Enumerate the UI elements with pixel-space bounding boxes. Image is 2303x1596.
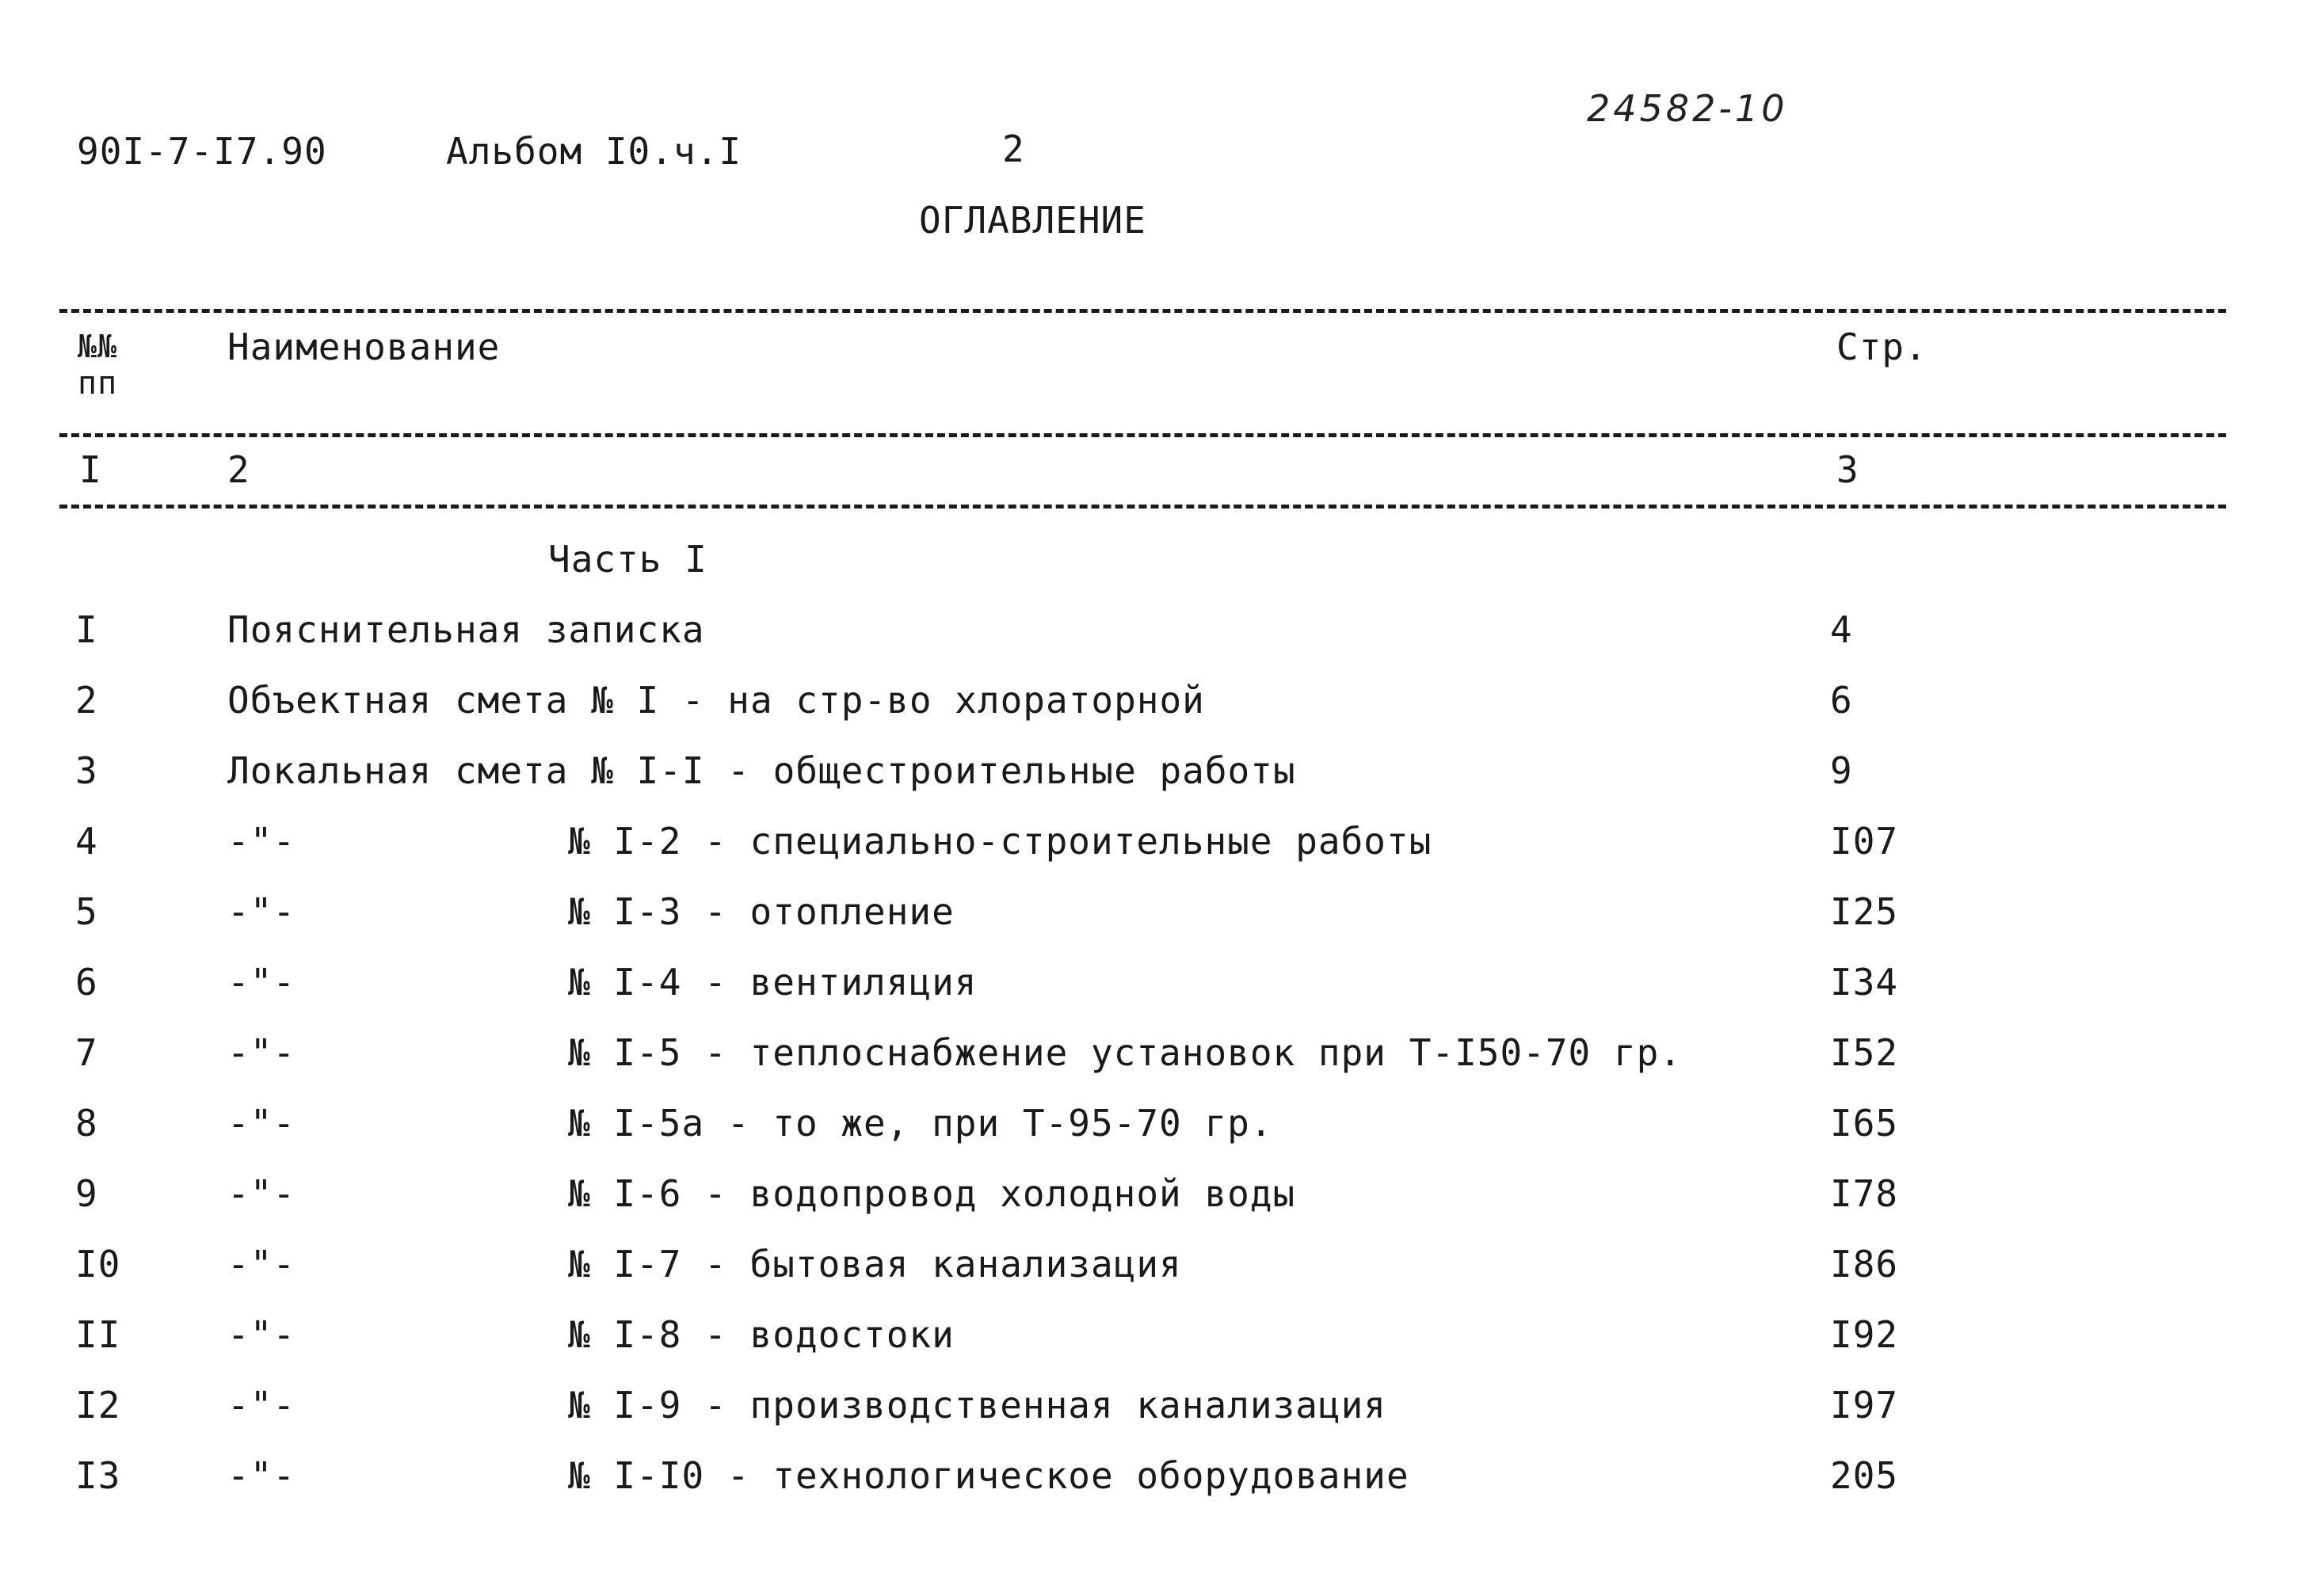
table-row: [0, 1243, 2303, 1293]
row-page: 6: [1830, 679, 1853, 722]
row-subtitle: № I-4 - вентиляция: [568, 961, 978, 1004]
doc-code: 90I-7-I7.90: [77, 130, 327, 173]
row-name: -"-: [227, 1102, 296, 1145]
row-page: I65: [1830, 1102, 1899, 1145]
column-number-2: 2: [227, 448, 250, 491]
row-subtitle: № I-6 - водопровод холодной воды: [568, 1172, 1296, 1215]
row-name: Локальная смета № I-I - общестроительные работы: [227, 749, 1296, 792]
row-name: -"-: [227, 820, 296, 863]
table-row: [0, 1313, 2303, 1364]
column-numbers-rule: [59, 505, 2226, 509]
table-row: [0, 679, 2303, 729]
row-page: I52: [1830, 1031, 1899, 1074]
row-name: -"-: [227, 1031, 296, 1074]
row-subtitle: № I-3 - отопление: [568, 890, 955, 933]
stamp-number: 24582-10: [1587, 87, 1788, 130]
row-name: -"-: [227, 961, 296, 1004]
table-row: [0, 1102, 2303, 1152]
table-row: [0, 608, 2303, 659]
row-number: 9: [75, 1172, 98, 1215]
page-number: 2: [1002, 128, 1025, 170]
row-number: I2: [75, 1384, 121, 1426]
row-name: -"-: [227, 1454, 296, 1497]
row-number: 3: [75, 749, 98, 792]
row-name: -"-: [227, 890, 296, 933]
column-header-name: Наименование: [227, 326, 501, 368]
table-row: [0, 1384, 2303, 1434]
row-name: Объектная смета № I - на стр-во хлораторной: [227, 679, 1205, 722]
row-name: -"-: [227, 1384, 296, 1426]
row-page: I34: [1830, 961, 1899, 1004]
table-row: [0, 749, 2303, 800]
row-number: 2: [75, 679, 98, 722]
row-number: II: [75, 1313, 121, 1356]
row-page: I92: [1830, 1313, 1899, 1356]
column-number-3: 3: [1836, 448, 1859, 491]
section-title: Часть I: [548, 538, 707, 581]
row-subtitle: № I-5а - то же, при Т-95-70 гр.: [568, 1102, 1273, 1145]
row-name: -"-: [227, 1313, 296, 1356]
row-page: 205: [1830, 1454, 1899, 1497]
table-row: [0, 1454, 2303, 1505]
table-top-rule: [59, 309, 2226, 313]
row-number: I0: [75, 1243, 121, 1286]
row-subtitle: № I-8 - водостоки: [568, 1313, 955, 1356]
row-page: I78: [1830, 1172, 1899, 1215]
header-bottom-rule: [59, 433, 2226, 437]
album-label: Альбом I0.ч.I: [446, 130, 742, 173]
row-number: 6: [75, 961, 98, 1004]
row-number: I3: [75, 1454, 121, 1497]
row-page: 4: [1830, 608, 1853, 651]
row-subtitle: № I-7 - бытовая канализация: [568, 1243, 1182, 1286]
row-number: 7: [75, 1031, 98, 1074]
row-page: I97: [1830, 1384, 1899, 1426]
row-number: 8: [75, 1102, 98, 1145]
row-subtitle: № I-I0 - технологическое оборудование: [568, 1454, 1409, 1497]
row-number: 5: [75, 890, 98, 933]
row-name: Пояснительная записка: [227, 608, 705, 651]
page-title: ОГЛАВЛЕНИЕ: [919, 199, 1146, 242]
row-page: I07: [1830, 820, 1899, 863]
row-subtitle: № I-2 - специально-строительные работы: [568, 820, 1432, 863]
column-number-1: I: [79, 448, 102, 491]
table-row: [0, 961, 2303, 1011]
column-header-num: №№ пп: [78, 329, 118, 402]
table-row: [0, 890, 2303, 941]
table-row: [0, 1172, 2303, 1223]
table-row: [0, 1031, 2303, 1082]
row-page: I25: [1830, 890, 1899, 933]
row-page: I86: [1830, 1243, 1899, 1286]
row-number: 4: [75, 820, 98, 863]
row-number: I: [75, 608, 98, 651]
column-header-page: Стр.: [1836, 326, 1927, 368]
row-subtitle: № I-5 - теплоснабжение установок при Т-I50-70 гр.: [568, 1031, 1683, 1074]
row-subtitle: № I-9 - производственная канализация: [568, 1384, 1386, 1426]
row-name: -"-: [227, 1172, 296, 1215]
row-page: 9: [1830, 749, 1853, 792]
table-row: [0, 820, 2303, 870]
row-name: -"-: [227, 1243, 296, 1286]
